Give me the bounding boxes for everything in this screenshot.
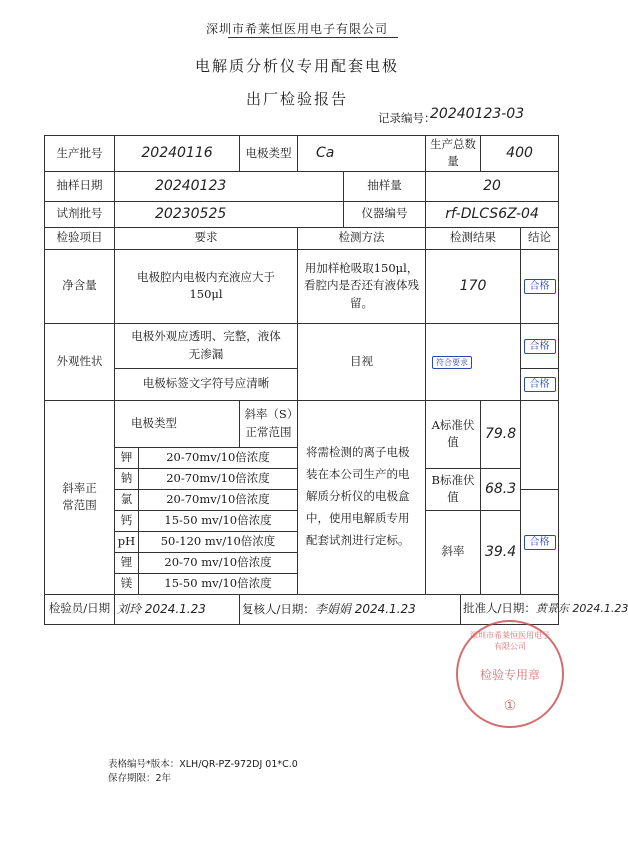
slope-type-header: 电极类型 [115, 400, 240, 447]
range-magnesium: 15-50 mv/10倍浓度 [139, 573, 298, 594]
prod-batch-value: 20240116 [115, 136, 240, 172]
col-method-header: 检测方法 [298, 227, 426, 249]
appearance-method: 目视 [298, 323, 426, 400]
record-number-value: 20240123-03 [430, 106, 525, 122]
ion-potassium: 钾 [115, 447, 139, 468]
reviewer-label: 复核人/日期： [242, 601, 315, 616]
col-result-header: 检测结果 [426, 227, 521, 249]
slope-result-value: 39.4 [481, 510, 521, 594]
instrument-label: 仪器编号 [344, 201, 426, 227]
pass-stamp: 合格 [524, 535, 556, 550]
retention-period: 保存期限：2年 [108, 773, 172, 784]
meets-requirement-stamp: 符合要求 [432, 356, 472, 369]
reviewer-cell [240, 594, 461, 624]
range-calcium: 15-50 mv/10倍浓度 [139, 510, 298, 531]
pass-stamp: 合格 [524, 279, 556, 294]
ion-sodium: 钠 [115, 468, 139, 489]
inspector-signature: 刘玲 2024.1.23 [115, 594, 240, 624]
appearance-requirement-1: 电极外观应透明、完整，液体无渗漏 [115, 323, 298, 368]
ion-ph: pH [115, 531, 139, 552]
report-subtitle: 出厂检验报告 [245, 90, 348, 108]
ion-lithium: 锂 [115, 552, 139, 573]
seal-number: ① [503, 698, 517, 714]
col-requirement-header: 要求 [115, 227, 298, 249]
company-name: 深圳市希莱恒医用电子有限公司 [205, 22, 388, 36]
b-standard-label: B标准伏值 [426, 468, 481, 510]
a-standard-label: A标准伏值 [426, 400, 481, 468]
net-volume-method: 用加样枪吸取150μl，看腔内是否还有液体残留。 [298, 249, 426, 323]
reagent-batch-label: 试剂批号 [45, 201, 115, 227]
form-number: 表格编号*版本：XLH/QR-PZ-972DJ 01*C.0 [108, 759, 298, 770]
total-qty-value: 400 [481, 136, 559, 172]
approver-label: 批准人/日期： [463, 601, 536, 616]
col-item-header: 检验项目 [45, 227, 115, 249]
approver-signature: 黄景东 2024.1.23 [535, 602, 628, 616]
net-volume-conclusion [521, 249, 559, 323]
range-chloride: 20-70mv/10倍浓度 [139, 489, 298, 510]
sample-date-label: 抽样日期 [45, 171, 115, 201]
slope-range-header: 斜率（S）正常范围 [240, 400, 298, 447]
inspection-table [44, 135, 628, 625]
slope-method: 将需检测的离子电极装在本公司生产的电解质分析仪的电极盒中，使用电解质专用配套试剂进行定标。 [298, 400, 426, 594]
appearance-item: 外观性状 [45, 323, 115, 400]
ion-magnesium: 镁 [115, 573, 139, 594]
company-underline [228, 37, 398, 38]
instrument-value: rf-DLCS6Z-04 [426, 201, 559, 227]
ion-calcium: 钙 [115, 510, 139, 531]
net-volume-requirement: 电极腔内电极内充液应大于150μl [115, 249, 298, 323]
slope-result-label: 斜率 [426, 510, 481, 594]
range-sodium: 20-70mv/10倍浓度 [139, 468, 298, 489]
sample-qty-value: 20 [426, 171, 559, 201]
pass-stamp: 合格 [524, 377, 556, 392]
appearance-conclusion-1 [521, 323, 559, 368]
appearance-result [426, 323, 521, 400]
reviewer-signature: 李娟娟 2024.1.23 [314, 601, 416, 616]
electrode-type-value: Ca [298, 136, 426, 172]
a-standard-value: 79.8 [481, 400, 521, 468]
seal-company-ring: 深圳市希莱恒医用电子有限公司 [470, 631, 550, 651]
sample-date-value: 20240123 [115, 171, 344, 201]
prod-batch-label: 生产批号 [45, 136, 115, 172]
seal-text: 检验专用章 [479, 668, 540, 682]
reagent-batch-value: 20230525 [115, 201, 344, 227]
record-number-label: 记录编号： [378, 111, 436, 125]
sample-qty-label: 抽样量 [344, 171, 426, 201]
pass-stamp: 合格 [524, 339, 556, 354]
inspection-seal [456, 620, 564, 728]
total-qty-label: 生产总数量 [426, 136, 481, 172]
report-title: 电解质分析仪专用配套电极 [194, 57, 399, 75]
b-standard-value: 68.3 [481, 468, 521, 510]
range-ph: 50-120 mv/10倍浓度 [139, 531, 298, 552]
slope-conclusion-empty [521, 400, 559, 489]
range-potassium: 20-70mv/10倍浓度 [139, 447, 298, 468]
ion-chloride: 氯 [115, 489, 139, 510]
electrode-type-label: 电极类型 [240, 136, 298, 172]
net-volume-result: 170 [426, 249, 521, 323]
appearance-requirement-2: 电极标签文字符号应清晰 [115, 368, 298, 400]
slope-item: 斜率正常范围 [45, 400, 115, 594]
inspector-label: 检验员/日期 [45, 594, 115, 624]
slope-conclusion [521, 489, 559, 594]
net-volume-item: 净含量 [45, 249, 115, 323]
appearance-conclusion-2 [521, 368, 559, 400]
range-lithium: 20-70 mv/10倍浓度 [139, 552, 298, 573]
col-conclusion-header: 结论 [521, 227, 559, 249]
